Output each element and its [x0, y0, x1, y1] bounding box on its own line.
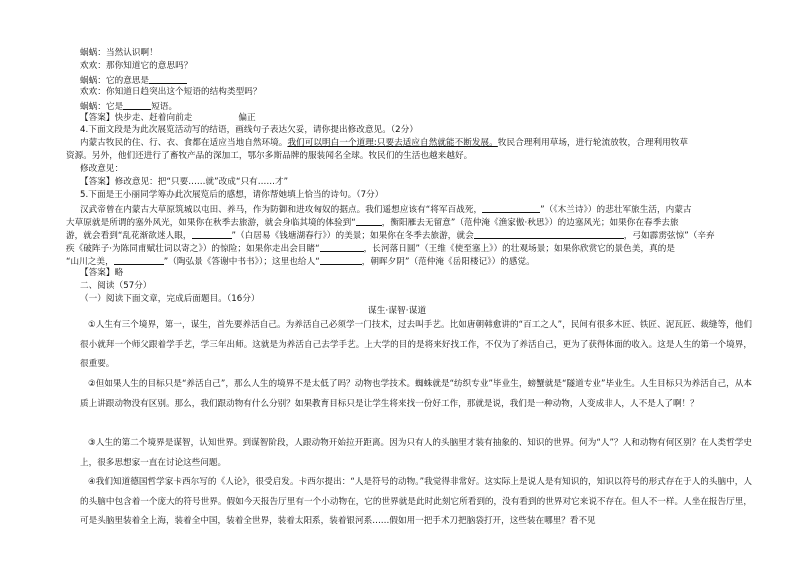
q5-answer: 【答案】略	[80, 268, 124, 278]
dialogue-line-2: 欢欢：那你知道它的意思吗？	[80, 61, 193, 71]
article-title: 谋生·谋智·谋道	[367, 306, 427, 316]
poem-blank	[320, 242, 364, 252]
q5-line-3: 游，就会看到“乱花渐欲迷人眼， ”（白居易《钱塘湖春行》）的美景；如果你在冬季去旅游，就会 ，弓如霹雳弦惊”（辛弃	[66, 231, 715, 241]
q4-passage-line-1: 内蒙古牧民的住、行、衣、食都在适应当地自然环境。我们可以明白一个道理:只要去适应自然就能不断发展。牧民合理利用草场，进行轮流放牧，合理利用牧草	[80, 138, 689, 148]
poem-blank	[320, 255, 362, 265]
q5-line-4: 疾《破阵子·为陈同甫赋壮词以寄之》）的惊险；如果你走出会目睹“ ，长河落日圆”（王维《使至塞上》）的壮观场景；如果你欣赏它的景色美，真的是	[66, 244, 676, 254]
question-4: 4.下面文段是为此次展览活动写的结语，画线句子表达欠妥，请你提出修改意见。（2分）	[80, 125, 418, 135]
q5-line-2: 大草原就是所谓的塞外风光，如果你在秋季去旅游，就会身临其境的体验到“ ，衡阳雁去无留意”（范仲淹《渔家傲·秋思》）的边塞风光；如果你在春季去旅	[66, 218, 679, 228]
poem-blank	[114, 255, 164, 265]
dialogue-line-3: 蜗蜗：它的意思是	[80, 74, 187, 87]
section-heading: 二、阅读（57分）	[80, 281, 152, 291]
article-paragraph-2: ②但如果人生的目标只是“养活自己”，那么人生的境界不是太低了吗？动物也学技术。蜘蛛就是“纺织专业”毕业生，螃蟹就是“隧道专业”毕业生。人生目标只为养活自己，从本质上讲跟动物没有区别。那么，我们跟动物有什么分别？如果教育目标只是让学生将来找一份好工作，那就是说，我们是一种动物，人变成非人，人不是人了啊！？	[80, 379, 752, 409]
poem-blank	[474, 229, 624, 239]
q5-line-5: “山川之美， ”（陶弘景《答谢中书书》）；这里也给人“ ，朝晖夕阴”（范仲淹《岳阳楼记》）的感觉。	[66, 257, 535, 267]
answer-1: 【答案】快步走、赶着向前走 偏正	[80, 113, 256, 123]
q4-answer: 【答案】修改意见：把“只要……就”改成“只有……才”	[80, 177, 289, 187]
article-paragraph-4: ④我们知道德国哲学家卡西尔写的《人论》，很受启发。卡西尔提出：“人是符号的动物。”我觉得非常好。这实际上是说人是有知识的，知识以符号的形式存在于人的头脑中，人的头脑中包含着一个庞大的符号世界。假如今天报告厅里有一个小动物在，它的世界就是此时此刻它所看到的，没有看到的世界对它来说不存在。但人不一样。人坐在报告厅里，可是头脑里装着全上海，装着全中国，装着全世界，装着太阳系，装着银河系……假如用一把手术刀把脑袋打开，这些装在哪里？看不见	[80, 477, 752, 527]
question-5: 5.下面是王小丽同学筹办此次展览后的感想，请你帮她填上恰当的诗句。（7分）	[80, 190, 384, 200]
q5-line-1: 汉武帝曾在内蒙古大草原筑城以屯田、养马，作为防御和进攻匈奴的据点。我们遥想应该有“将军百战死， ”（《木兰诗》）的悲壮军旅生活，内蒙古	[80, 205, 692, 215]
poem-blank	[356, 216, 382, 226]
answer-blank	[149, 74, 187, 84]
q4-passage-line-2: 资源。另外，他们还进行了畜牧产品的深加工，鄂尔多斯品牌的服装闻名全球。牧民们的生活也越来越好。	[66, 151, 473, 161]
poem-blank	[482, 203, 540, 213]
q4-revision-prompt: 修改意见：	[80, 164, 124, 174]
dialogue-line-5: 蜗蜗：它是 短语。	[80, 102, 178, 112]
dialogue-line-4: 欢欢：你知道日趋突出这个短语的结构类型吗？	[80, 87, 262, 97]
article-paragraph-3: ③人生的第二个境界是谋智，认知世界。到谋智阶段，人跟动物开始拉开距离。因为只有人的头脑里才装有抽象的、知识的世界。何为“人”？人和动物有何区别？在人类哲学史上，很多思想家一直在讨论这些问题。	[80, 438, 752, 468]
answer-blank	[123, 100, 151, 110]
section-subheading: （一）阅读下面文章，完成后面题目。（16分）	[80, 294, 260, 304]
poem-blank	[192, 229, 232, 239]
dialogue-line-1: 蜗蜗：当然认识啊！	[80, 48, 158, 58]
article-paragraph-1: ①人生有三个境界，第一，谋生，首先要养活自己。为养活自己必须学一门技术，过去叫手艺。比如唐朝韩愈讲的“百工之人”，民间有很多木匠、铁匠、泥瓦匠、裁缝等，他们很小就拜一个师父跟着学手艺，学三年出师。这就是为养活自己去学手艺。上大学的目的是将来好找工作，不仅为了养活自己，更为了获得体面的收入。这是人生的第一个境界，很重要。	[80, 320, 752, 370]
